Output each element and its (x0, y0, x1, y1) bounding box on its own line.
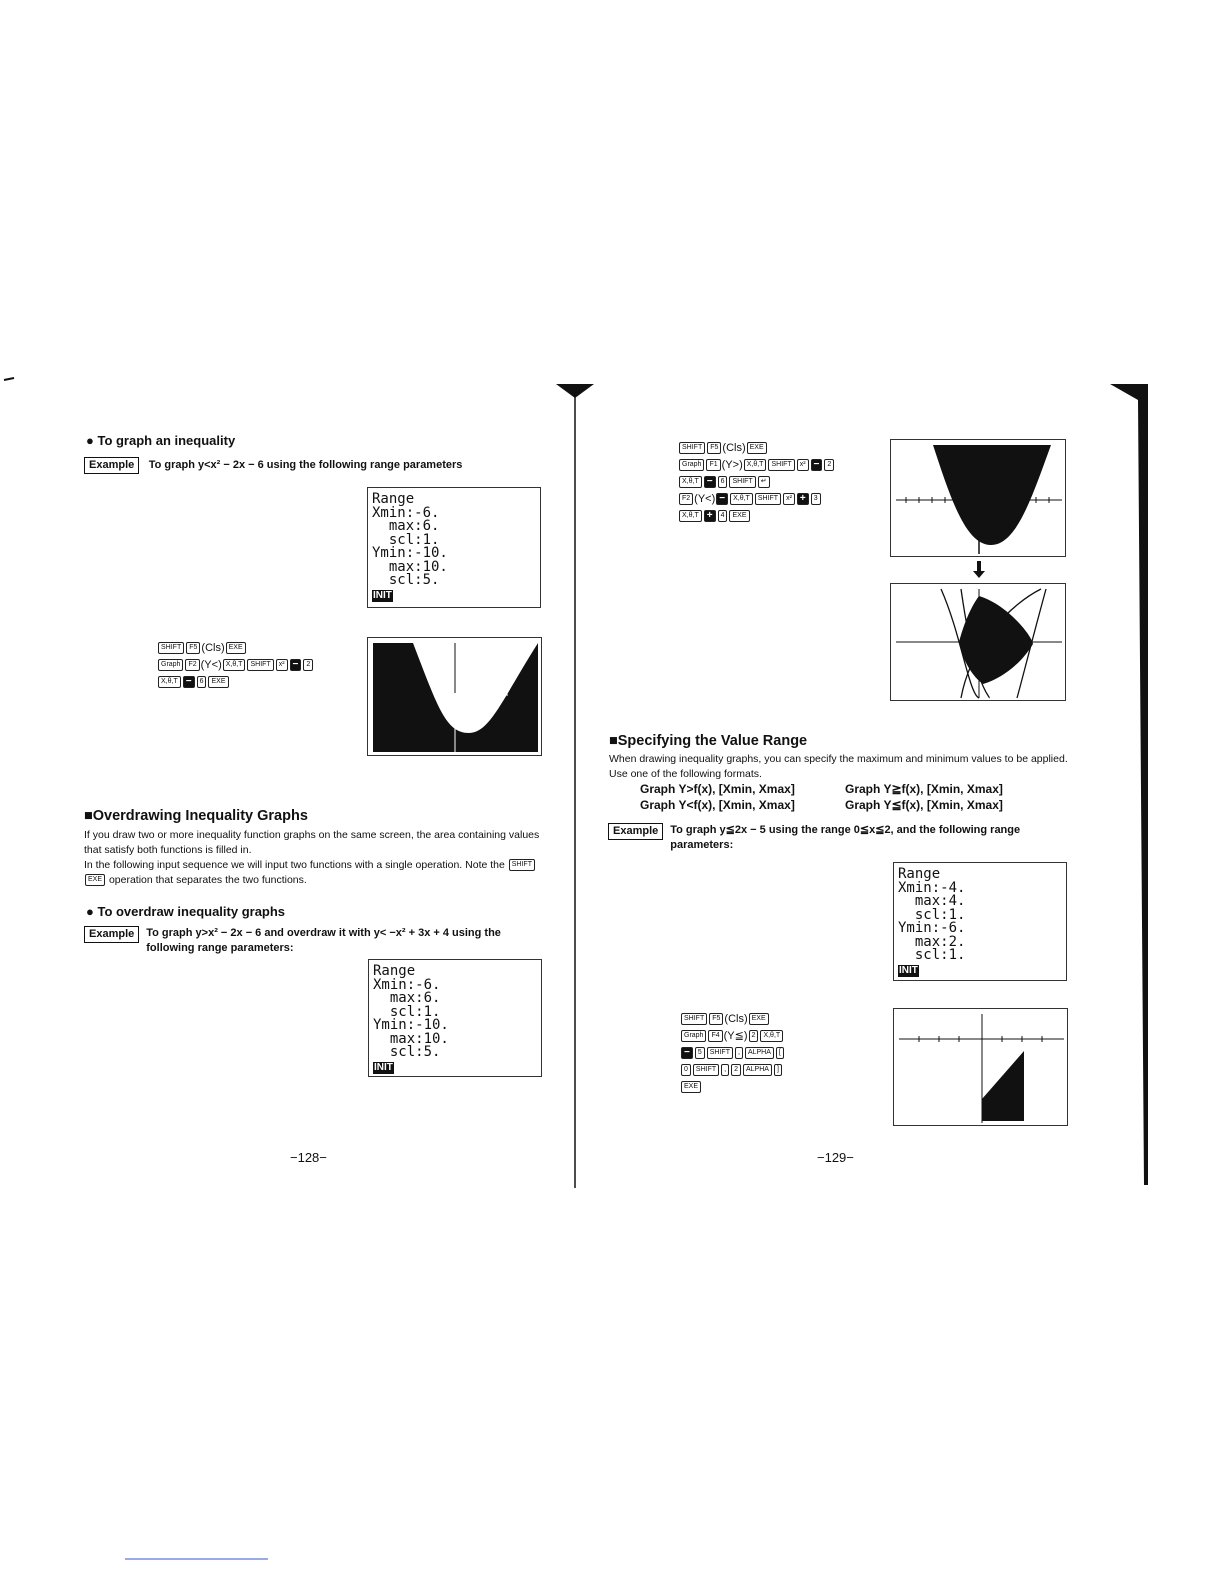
example-label: Example (84, 457, 139, 474)
example-text: To graph y<x² − 2x − 6 using the following range parameters (148, 459, 463, 471)
page-number-right: −129− (817, 1150, 854, 1165)
key-sequence-1: SHIFT F5 (Cls) EXE Graph F2 (Y<) X,θ,T SHIFT x² − 2 X,θ,T − 6 EXE (157, 640, 314, 691)
format-item: Graph Y≧f(x), [Xmin, Xmax] (845, 782, 1003, 796)
example-label: Example (84, 926, 139, 943)
graph-y-greater-than (890, 439, 1066, 557)
para-overdraw-1: If you draw two or more inequality function graphs on the same screen, the area containing values that satisfy both functions is filled in. (84, 829, 540, 856)
heading-graph-inequality: ● To graph an inequality (86, 433, 236, 448)
format-item: Graph Y≦f(x), [Xmin, Xmax] (845, 798, 1003, 812)
format-item: Graph Y<f(x), [Xmin, Xmax] (640, 798, 795, 812)
graph-overdraw (890, 583, 1066, 701)
heading-overdraw: ● To overdraw inequality graphs (86, 904, 286, 919)
range-screen-3: Range Xmin:-4. max:4. scl:1. Ymin:-6. max:2. scl:1. INIT (893, 862, 1067, 981)
init-softkey: INIT (374, 1061, 393, 1073)
example-text: To graph y≦2x − 5 using the range 0≦x≦2, and the following range parameters: (670, 824, 1021, 851)
section-overdrawing: ■Overdrawing Inequality Graphs (84, 808, 308, 824)
key-sequence-2: SHIFT F5 (Cls) EXE Graph F1 (Y>) X,θ,T SHIFT x² − 2 X,θ,T − 6 SHIFT ↵ F2 (Y<) − X,θ,T SHIFT x² + 3 X,θ,T + 4 EXE (678, 440, 835, 525)
init-softkey: INIT (373, 589, 392, 601)
key-sequence-3: SHIFT F5 (Cls) EXE Graph F4 (Y≦) 2 X,θ,T − 5 SHIFT , ALPHA [ 0 SHIFT , 2 ALPHA ] EXE (680, 1011, 785, 1096)
format-list (640, 781, 1080, 813)
range-screen-1: Range Xmin:-6. max:6. scl:1. Ymin:-10. max:10. scl:5. INIT (367, 487, 541, 608)
range-screen-2: Range Xmin:-6. max:6. scl:1. Ymin:-10. max:10. scl:5. INIT (368, 959, 542, 1077)
example-1 (84, 455, 462, 474)
format-item: Graph Y>f(x), [Xmin, Xmax] (640, 782, 795, 796)
section-value-range: ■Specifying the Value Range (609, 733, 808, 749)
example-3 (608, 823, 1068, 853)
para-value-range: When drawing inequality graphs, you can specify the maximum and minimum values to be applied. Use one of the following formats. (609, 753, 1068, 780)
graph-y-less-than (367, 637, 542, 756)
example-label: Example (608, 823, 663, 840)
example-2 (84, 926, 544, 956)
para-overdraw-2: In the following input sequence we will input two functions with a single operation. Note the SHIFTEXE operation that separates the two functions. (84, 858, 546, 888)
down-arrow-icon (972, 561, 986, 579)
page-number-left: −128− (290, 1150, 327, 1165)
init-softkey: INIT (899, 964, 918, 976)
example-text: To graph y>x² − 2x − 6 and overdraw it with y< −x² + 3x + 4 using the following range parameters: (146, 927, 501, 954)
graph-range-limited (893, 1008, 1068, 1126)
